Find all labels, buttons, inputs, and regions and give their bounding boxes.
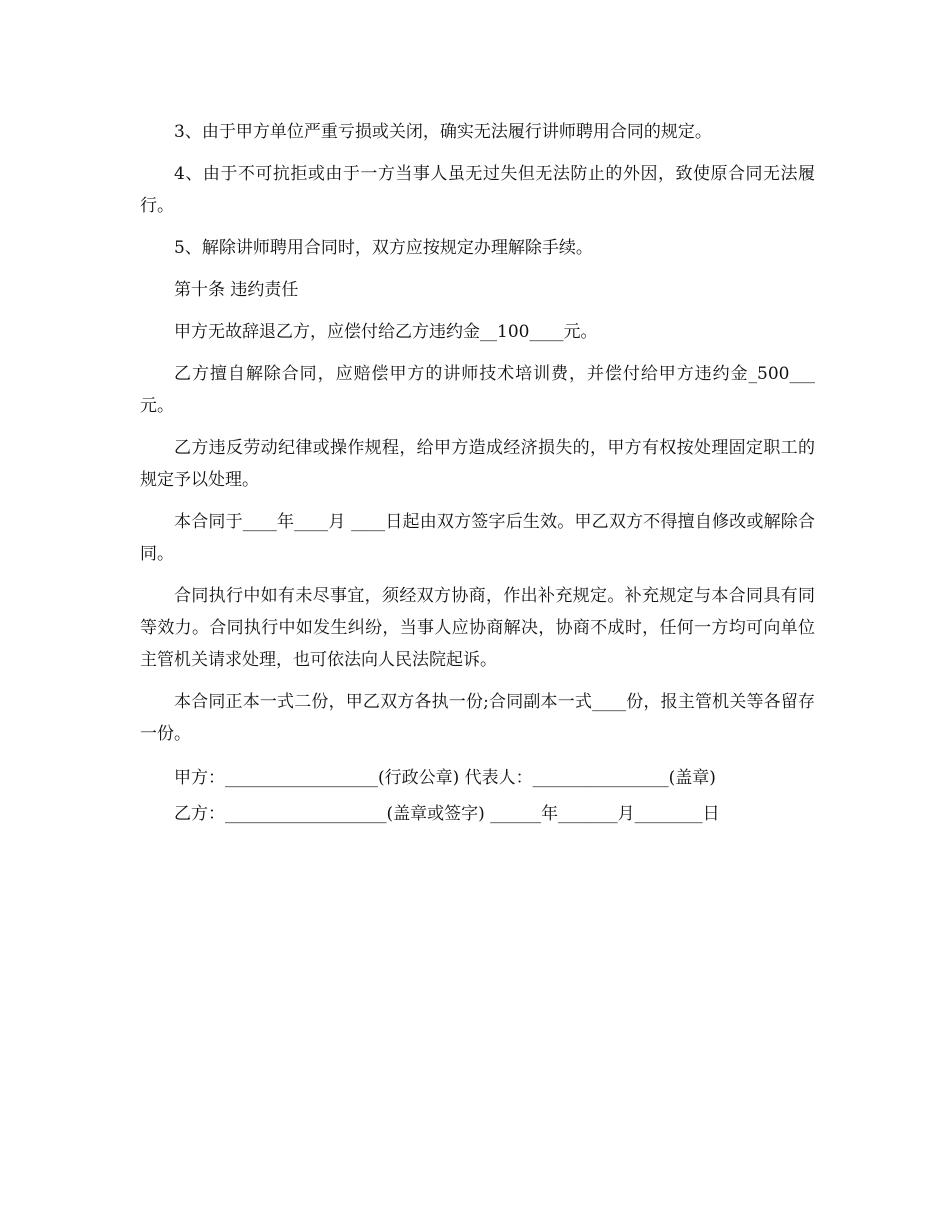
party-b-penalty: 乙方擅自解除合同，应赔偿甲方的讲师技术培训费，并偿付给甲方违约金_500___元。 [140,364,815,416]
signature-party-a: 甲方：__________________(行政公章) 代表人：________________(盖章) [174,768,716,788]
article-10-heading: 第十条 违约责任 [174,280,299,300]
clause-3: 3、由于甲方单位严重亏损或关闭，确实无法履行讲师聘用合同的规定。 [174,122,712,142]
copies-clause: 本合同正本一式二份，甲乙双方各执一份;合同副本一式____份，报主管机关等各留存一份。 [140,692,815,744]
clause-5: 5、解除讲师聘用合同时，双方应按规定办理解除手续。 [174,238,593,258]
effective-date-clause: 本合同于____年____月 ____日起由双方签字后生效。甲乙双方不得擅自修改或解除合同。 [140,512,815,564]
discipline-clause: 乙方违反劳动纪律或操作规程，给甲方造成经济损失的，甲方有权按处理固定职工的规定予以处理。 [140,438,815,490]
clause-4: 4、由于不可抗拒或由于一方当事人虽无过失但无法防止的外因，致使原合同无法履行。 [140,164,815,216]
party-a-penalty: 甲方无故辞退乙方，应偿付给乙方违约金__100____元。 [174,322,598,342]
supplementary-clause: 合同执行中如有未尽事宜，须经双方协商，作出补充规定。补充规定与本合同具有同等效力。合同执行中如发生纠纷，当事人应协商解决，协商不成时，任何一方均可向单位主管机关请求处理，也可依法向人民法院起诉。 [140,586,815,670]
document-body [140,116,815,832]
signature-party-b: 乙方：___________________(盖章或签字) ______年_______月________日 [174,804,720,824]
